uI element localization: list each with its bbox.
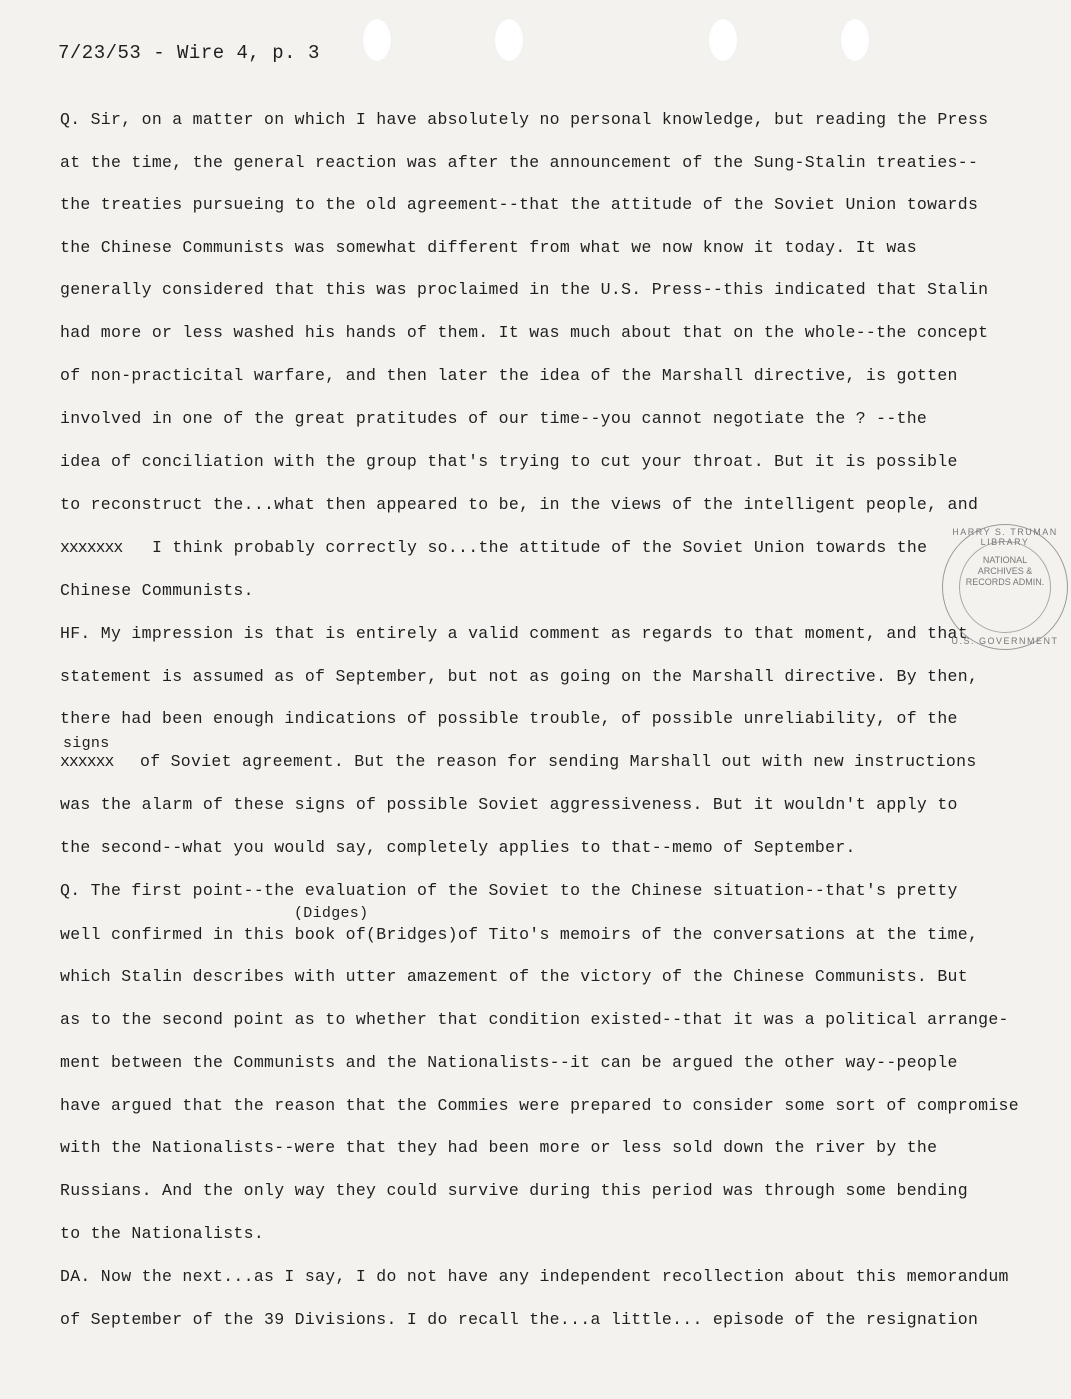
text-line: had more or less washed his hands of them. It was much about that on the whole--the concept bbox=[60, 323, 989, 342]
text-line: at the time, the general reaction was after the announcement of the Sung-Stalin treaties-- bbox=[60, 153, 979, 172]
page-header: 7/23/53 - Wire 4, p. 3 bbox=[58, 42, 320, 64]
stamp-ring-top-text: HARRY S. TRUMAN LIBRARY bbox=[952, 527, 1058, 547]
text-line: which Stalin describes with utter amazement of the victory of the Chinese Communists. But bbox=[60, 967, 968, 986]
text-line: HF. My impression is that is entirely a valid comment as regards to that moment, and that bbox=[60, 624, 968, 643]
text-line: to reconstruct the...what then appeared to be, in the views of the intelligent people, and bbox=[60, 495, 979, 514]
text-line: Chinese Communists. bbox=[60, 581, 254, 600]
text-line: the treaties pursueing to the old agreement--that the attitude of the Soviet Union towards bbox=[60, 195, 979, 214]
inserted-word: signs bbox=[63, 735, 110, 752]
text-line: I think probably correctly so...the attitude of the Soviet Union towards the bbox=[152, 538, 928, 557]
text-line: Q. The first point--the evaluation of the Soviet to the Chinese situation--that's pretty bbox=[60, 881, 958, 900]
text-line: the second--what you would say, completely applies to that--memo of September. bbox=[60, 838, 856, 857]
punch-hole bbox=[840, 18, 870, 62]
inserted-word: (Didges) bbox=[294, 905, 369, 922]
punch-hole bbox=[362, 18, 392, 62]
text-line: of Soviet agreement. But the reason for sending Marshall out with new instructions bbox=[140, 752, 977, 771]
text-line: to the Nationalists. bbox=[60, 1224, 265, 1243]
text-line: involved in one of the great pratitudes of our time--you cannot negotiate the ? --the bbox=[60, 409, 928, 428]
stamp-ring-bottom-text: U.S. GOVERNMENT bbox=[951, 636, 1059, 646]
text-line: Russians. And the only way they could survive during this period was through some bending bbox=[60, 1181, 968, 1200]
punch-hole bbox=[494, 18, 524, 62]
text-line: there had been enough indications of possible trouble, of possible unreliability, of the bbox=[60, 709, 958, 728]
text-line: the Chinese Communists was somewhat different from what we now know it today. It was bbox=[60, 238, 917, 257]
text-line: of non-practicital warfare, and then later the idea of the Marshall directive, is gotten bbox=[60, 366, 958, 385]
text-line: idea of conciliation with the group that's trying to cut your throat. But it is possible bbox=[60, 452, 958, 471]
punch-hole bbox=[708, 18, 738, 62]
text-line: with the Nationalists--were that they had been more or less sold down the river by the bbox=[60, 1138, 938, 1157]
text-line: statement is assumed as of September, but not as going on the Marshall directive. By then, bbox=[60, 667, 979, 686]
archive-stamp bbox=[942, 524, 1068, 650]
text-line: ment between the Communists and the Nationalists--it can be argued the other way--people bbox=[60, 1053, 958, 1072]
text-line: as to the second point as to whether that condition existed--that it was a political arrange- bbox=[60, 1010, 1009, 1029]
text-line: have argued that the reason that the Commies were prepared to consider some sort of compromise bbox=[60, 1096, 1019, 1115]
text-line: of September of the 39 Divisions. I do recall the...a little... episode of the resignation bbox=[60, 1310, 979, 1329]
text-line: DA. Now the next...as I say, I do not have any independent recollection about this memorandum bbox=[60, 1267, 1009, 1286]
strikeout-text: xxxxxxx bbox=[60, 538, 123, 557]
stamp-center-text: NATIONAL ARCHIVES & RECORDS ADMIN. bbox=[965, 555, 1045, 587]
text-line: Q. Sir, on a matter on which I have absolutely no personal knowledge, but reading the Press bbox=[60, 110, 989, 129]
text-line: was the alarm of these signs of possible Soviet aggressiveness. But it wouldn't apply to bbox=[60, 795, 958, 814]
text-line: well confirmed in this book of(Bridges)of Tito's memoirs of the conversations at the time, bbox=[60, 925, 979, 944]
strikeout-text: xxxxxx bbox=[60, 752, 114, 771]
text-line: generally considered that this was proclaimed in the U.S. Press--this indicated that Stalin bbox=[60, 280, 989, 299]
